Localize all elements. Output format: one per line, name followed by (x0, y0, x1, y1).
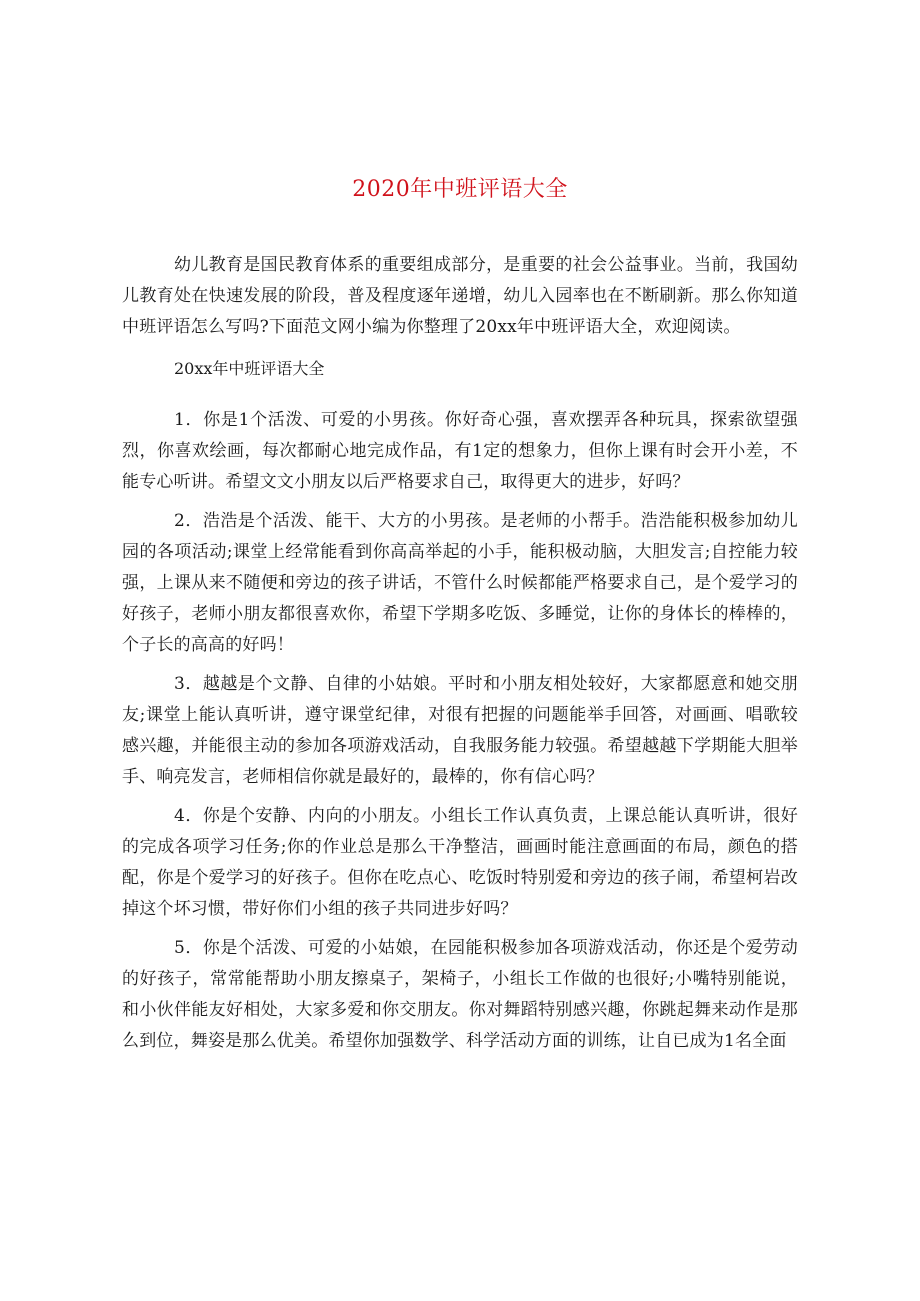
comment-item-2: 2．浩浩是个活泼、能干、大方的小男孩。是老师的小帮手。浩浩能积极参加幼儿园的各项活动;课堂上经常能看到你高高举起的小手，能积极动脑，大胆发言;自控能力较强，上课从来不随便和旁边的孩子讲话，不管什么时候都能严格要求自己，是个爱学习的好孩子，老师小朋友都很喜欢你，希望下学期多吃饭、多睡觉，让你的身体长的棒棒的，个子长的高高的好吗！ (122, 511, 798, 655)
page-title: 2020年中班评语大全 (352, 177, 568, 202)
document-body (122, 250, 798, 1065)
comment-item-5: 5．你是个活泼、可爱的小姑娘，在园能积极参加各项游戏活动，你还是个爱劳动的好孩子，常常能帮助小朋友擦桌子，架椅子，小组长工作做的也很好;小嘴特别能说，和小伙伴能友好相处，大家多爱和你交朋友。你对舞蹈特别感兴趣，你跳起舞来动作是那么到位，舞姿是那么优美。希望你加强数学、科学活动方面的训练，让自已成为1名全面 (122, 938, 798, 1051)
section-subheading: 20xx年中班评语大全 (174, 359, 325, 378)
comment-item-1: 1．你是1个活泼、可爱的小男孩。你好奇心强，喜欢摆弄各种玩具，探索欲望强烈，你喜欢绘画，每次都耐心地完成作品，有1定的想象力，但你上课有时会开小差，不能专心听讲。希望文文小朋友以后严格要求自己，取得更大的进步，好吗？ (122, 410, 798, 492)
comment-item-4: 4．你是个安静、内向的小朋友。小组长工作认真负责，上课总能认真听讲，很好的完成各项学习任务;你的作业总是那么干净整洁，画画时能注意画面的布局，颜色的搭配，你是个爱学习的好孩子。但你在吃点心、吃饭时特别爱和旁边的孩子闹，希望柯岩改掉这个坏习惯，带好你们小组的孩子共同进步好吗？ (122, 806, 798, 919)
intro-paragraph: 幼儿教育是国民教育体系的重要组成部分，是重要的社会公益事业。当前，我国幼儿教育处在快速发展的阶段，普及程度逐年递增，幼儿入园率也在不断刷新。那么你知道中班评语怎么写吗?下面范文网小编为你整理了20xx年中班评语大全，欢迎阅读。 (122, 255, 798, 337)
comment-item-3: 3．越越是个文静、自律的小姑娘。平时和小朋友相处较好，大家都愿意和她交朋友;课堂上能认真听讲，遵守课堂纪律，对很有把握的问题能举手回答，对画画、唱歌较感兴趣，并能很主动的参加各项游戏活动，自我服务能力较强。希望越越下学期能大胆举手、响亮发言，老师相信你就是最好的，最棒的，你有信心吗？ (122, 674, 798, 787)
